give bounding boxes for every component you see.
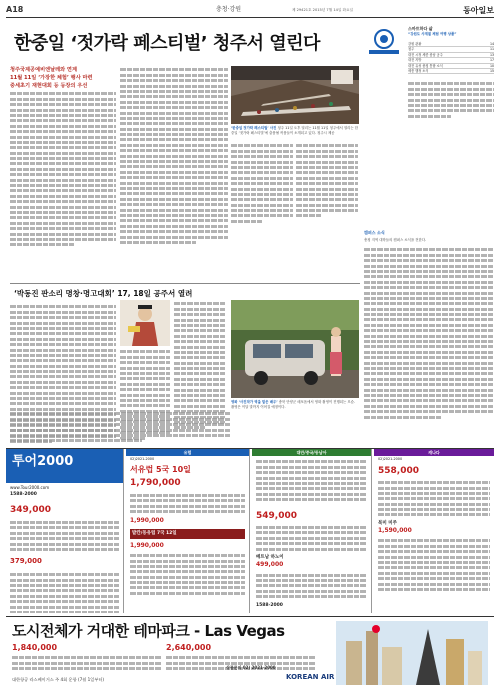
festival-photo-caption [231,126,359,136]
channel-logo [364,26,404,56]
ad-section-head: 캐나다 [374,449,494,456]
sidebar-row[interactable]: 세종 행정 소식 15 [408,68,494,73]
ad-america: 캐나다 02)2021-2000 558,000 북미 미주 1,590,000 [374,449,494,613]
newspaper-brand: 동아일보 [463,5,494,15]
korean-air-logo: KOREAN AIR [286,673,335,681]
section-name: 충청·강원 [216,6,242,13]
ad-price: 499,000 [256,561,284,569]
sidebar-row[interactable]: 대전 시정 세종 충남 공주 13 [408,52,494,57]
sidebar-title: 스마트하다 삶 [408,26,433,31]
sub-headline: ‘박동진 판소리 명창·명고대회’ 17, 18일 공주서 열려 [14,289,193,298]
section-divider [10,283,360,284]
sidebar-row[interactable]: 강원 관광 14 [408,42,494,47]
main-headline: 한중일 ‘젓가락 페스티벌’ 청주서 열린다 [14,33,320,54]
ad-price: 2,640,000 [166,643,212,652]
article-body-col2 [120,66,228,246]
las-vegas-contact: 상품문의 02) 2021-2000 [226,665,276,670]
las-vegas-photo-illustration [336,621,488,685]
ad-price: 1,840,000 [12,643,58,652]
ad-section-head: 대만/중국/동남아 [252,449,371,456]
ad-section-head: 유럽 [126,449,249,456]
campus-news-lead: 충청 지역 대학들의 캠퍼스 소식을 전한다. [364,238,427,242]
tour2000-web[interactable]: www.Tour2000.com [10,485,50,490]
travel-ads [6,448,494,612]
ad-price: 1,590,000 [378,526,412,534]
page-header [6,4,494,18]
ad-price: 1,990,000 [130,541,164,549]
festival-photo [231,66,359,124]
las-vegas-photo [336,621,488,685]
sidebar-row[interactable]: 청주 11 [408,47,494,52]
ad-europe: 유럽 02)2021-2000 서유럽 5국 10일 1,790,000 1,990,000 발칸/동유럽 7국 12일 1,990,000 [126,449,250,613]
sidebar-text-block [408,80,494,120]
sidebar-subtitle: “강원도 사계절 체험 여행 상품” [408,32,457,36]
las-vegas-ad-title: 도시전체가 거대한 테마파크 - Las Vegas [12,622,285,640]
deck-line: 청주국제공예비엔날레와 연계 [10,67,77,73]
performer-photo-illustration [120,300,170,346]
channel-logo-icon [364,26,404,56]
ad-price: 549,000 [256,510,297,521]
ad-asia: 대만/중국/동남아 549,000 베트남 하노이 499,000 1588-2000 [252,449,372,613]
deck-line: 11월 11일 ‘가장한 체험’ 행사 마련 [10,74,93,81]
article-body-col3 [231,142,293,225]
ad-price: 379,000 [10,557,42,566]
las-vegas-ad[interactable] [6,616,494,688]
deck-line: 중세초기 재현대회 등 등장의 우선 [10,82,88,89]
sub-article-body-bottom [10,410,230,445]
performer-photo [120,300,170,346]
article-deck [10,67,115,90]
ad-europe-headline: 서유럽 5국 10일 [130,464,191,474]
sidebar [364,26,494,235]
sidebar-row[interactable]: 대전 지방 17 [408,58,494,63]
article-body-col4 [296,142,358,220]
ad-tour2000 [6,449,124,613]
ad-price: 1,990,000 [130,517,164,525]
photo-credit: 청주시 제공 [317,131,335,136]
film-scene-photo-illustration [231,300,359,398]
article-body-col1 [10,90,116,249]
sidebar-index-list [408,42,494,74]
ad-price: 349,000 [10,505,51,516]
festival-photo-illustration [231,66,359,124]
ad-balkan-banner: 발칸/동유럽 7국 12일 [130,529,245,539]
ad-price: 558,000 [378,465,419,476]
las-vegas-price-block [12,643,162,672]
page-number: A18 [6,5,24,14]
caption-text: 청주 11일 오후 열리는 11월 11일 청주에서 열리는 한중일 ‘젓가락 페스티벌’에 출품될 작품들이 소개되고 있다. [231,126,359,136]
campus-news-head: 캠퍼스 소식 [364,230,385,235]
tour2000-phone: 1588-2000 [10,492,37,498]
tour2000-banner[interactable]: 투어2000 [6,449,123,483]
las-vegas-footer: 대한항공 라스베이거스 주 4회 운항 (7월 1일부터) [12,677,105,682]
film-scene-photo [231,300,359,398]
caption-title: ‘한중일 젓가락 페스티벌’ 사진 [231,126,277,130]
sidebar-row[interactable]: 대전 유성 충청 통합 소식 10 [408,63,494,68]
publication-info: 제 29421호 2015년 7월 14일 화요일 [292,8,353,12]
campus-news-body [364,246,494,421]
film-photo-caption: 영화 ‘사진작가 역을 맡은 배우’ 충북 단양군 매포읍에서 영화 촬영이 진행되는 모습. 촬영은 이달 말까지 이어질 예정이다. [231,400,356,410]
ad-price: 1,790,000 [130,478,181,489]
